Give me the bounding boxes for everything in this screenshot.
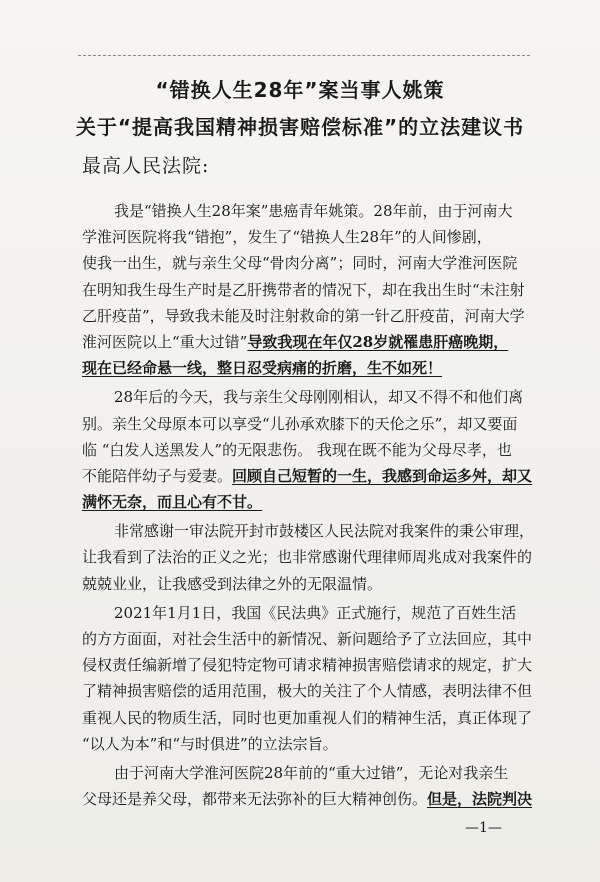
text-line: 学淮河医院将我“错抱”，发生了“错换人生28年”的人间惨剧， [82,228,492,247]
underlined-emphasis: 但是，法院判决 [427,790,533,809]
page-number: —1— [465,820,502,836]
letter-body [82,198,534,815]
paragraph-1 [82,198,534,381]
addressee: 最高人民法院: [82,155,210,177]
text-line: 由于河南大学淮河医院28年前的“重大过错”，无论对我亲生 [114,763,509,782]
text-line: 使我一出生，就与亲生父母“骨肉分离”；同时，河南大学淮河医院 [82,254,518,273]
text-line: 28年后的今天，我与亲生父母刚刚相认，却又不得不和他们离 [114,388,524,407]
underlined-emphasis: 满怀无奈，而且心有不甘。 [82,493,263,512]
text-line: 我是“错换人生28年案”患癌青年姚策。28年前，由于河南大 [114,202,513,220]
text-line: 别。亲生父母原本可以享受“儿孙承欢膝下的天伦之乐”，却又要面 [82,414,518,433]
paragraph-4 [82,600,534,757]
underlined-emphasis: 现在已经命悬一线，整日忍受病痛的折磨，生不如死！ [82,359,443,378]
text-line: 的方方面面，对社会生活中的新情况、新问题给予了立法回应，其中 [82,630,533,648]
text-line: 在明知我生母生产时是乙肝携带者的情况下，却在我出生时“未注射 [82,280,525,299]
paragraph-5 [82,760,534,812]
title-line-1: “错换人生28年”案当事人姚策 [155,78,445,102]
text-line: 兢兢业业，让我感受到法律之外的无限温情。 [82,574,383,593]
text-line [82,329,534,355]
text-line: 重视人民的物质生活，同时也更加重视人们的精神生活，真正体现了 [82,708,533,727]
text-line: 临 “白发人送黑发人”的无限悲伤。 我现在既不能为父母尽孝，也 [82,440,512,459]
underlined-emphasis: 回顾自己短暂的一生，我感到命运多舛，却又 [232,466,533,485]
text-line: 侵权责任编新增了侵犯特定物可请求精神损害赔偿请求的规定，扩大 [82,656,533,675]
text-segment: 淮河医院以上“重大过错” [82,332,248,351]
top-dashed-rule [78,55,530,56]
text-line: 2021年1月1日，我国《民法典》正式施行，规范了百姓生活 [114,603,517,622]
text-line [82,786,534,812]
text-line [82,489,534,515]
text-line: 让我看到了法治的正义之光；也非常感谢代理律师周兆成对我案件的 [82,548,533,567]
paragraph-2 [82,384,534,515]
text-line [82,355,534,381]
title-line-2: 关于“提高我国精神损害赔偿标准”的立法建议书 [75,115,525,139]
text-line: 乙肝疫苗”，导致我未能及时注射救命的第一针乙肝疫苗，河南大学 [82,306,525,325]
text-line: 非常感谢一审法院开封市鼓楼区人民法院对我案件的秉公审理， [114,522,534,541]
text-line: 了精神损害赔偿的适用范围，极大的关注了个人情感，表明法律不但 [82,682,533,701]
paragraph-3 [82,518,534,597]
text-line [82,463,534,489]
text-line: “以人为本”和“与时俱进”的立法宗旨。 [82,734,338,753]
underlined-emphasis: 导致我现在年仅28岁就罹患肝癌晚期， [247,332,509,351]
text-segment: 父母还是养父母，都带来无法弥补的巨大精神创伤。 [82,790,428,809]
text-segment: 不能陪伴幼子与爱妻。 [82,466,233,485]
